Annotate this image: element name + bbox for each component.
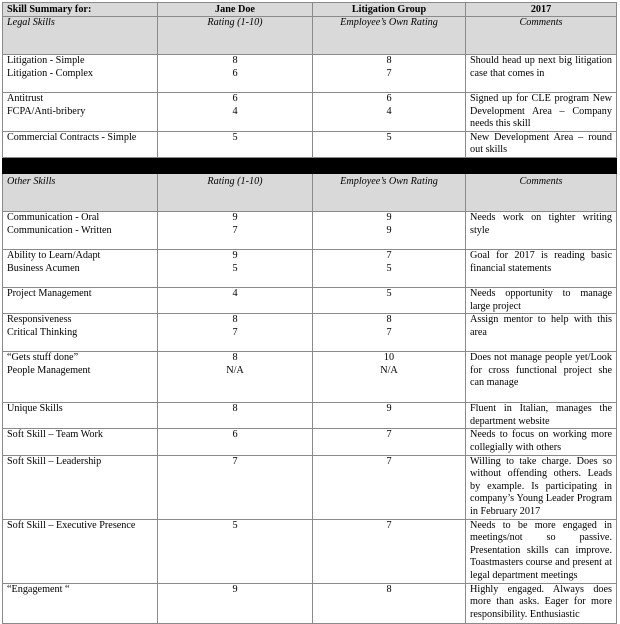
employee-own-rating-value: 9 xyxy=(386,224,392,236)
employee-own-rating xyxy=(313,403,466,429)
comment: Goal for 2017 is reading basic financial statements xyxy=(466,249,617,287)
skill-names-value: “Engagement “ xyxy=(7,583,70,595)
skill-row xyxy=(3,455,617,519)
employee-own-rating-value: 7 xyxy=(386,249,392,261)
employee-own-rating-value: 6 xyxy=(386,93,392,104)
manager-rating-value: 9 xyxy=(232,211,238,223)
manager-rating xyxy=(158,211,313,249)
employee-own-rating-value: 7 xyxy=(386,429,392,441)
employee-own-rating xyxy=(313,93,466,132)
legal-section-title: Legal Skills xyxy=(3,17,158,55)
comment: Fluent in Italian, manages the department website xyxy=(466,403,617,429)
skill-names xyxy=(3,211,158,249)
manager-rating-value: 6 xyxy=(232,93,238,104)
skill-row xyxy=(3,583,617,623)
skill-names-value: Unique Skills xyxy=(7,403,63,415)
employee-name: Jane Doe xyxy=(158,3,313,17)
manager-rating-value: 6 xyxy=(232,429,238,441)
skill-row xyxy=(3,131,617,157)
manager-rating xyxy=(158,352,313,403)
skill-names-value: Communication - Written xyxy=(7,224,112,236)
other-rating-column-header: Rating (1-10) xyxy=(158,173,313,211)
employee-own-rating-value: 9 xyxy=(386,211,392,223)
skill-names-value: People Management xyxy=(7,364,91,376)
skill-names-value: Soft Skill – Executive Presence xyxy=(7,519,136,531)
manager-rating-value: 8 xyxy=(232,352,238,364)
manager-rating-value: 8 xyxy=(232,403,238,415)
employee-own-rating xyxy=(313,352,466,403)
other-comments-column-header: Comments xyxy=(466,173,617,211)
employee-own-rating-value: 4 xyxy=(386,105,392,117)
group-name: Litigation Group xyxy=(313,3,466,17)
manager-rating-value: N/A xyxy=(226,364,244,376)
employee-own-rating xyxy=(313,211,466,249)
skill-names xyxy=(3,352,158,403)
comment: Does not manage people yet/Look for cross functional project she can manage xyxy=(466,352,617,403)
skill-names xyxy=(3,131,158,157)
skill-row xyxy=(3,93,617,132)
employee-own-rating-value: 5 xyxy=(386,287,392,299)
section-divider xyxy=(3,157,617,173)
divider-cell xyxy=(466,157,617,173)
comment: Needs to focus on working more collegially with others xyxy=(466,429,617,455)
skill-names xyxy=(3,249,158,287)
manager-rating-value: 5 xyxy=(232,519,238,531)
employee-own-rating xyxy=(313,131,466,157)
skill-names-value: Litigation - Simple xyxy=(7,55,85,66)
manager-rating-value: 7 xyxy=(232,326,238,338)
skill-row xyxy=(3,249,617,287)
comment: Willing to take charge. Does so without offending others. Leads by example. Is participating in company’s Young Leader Program in February 2017 xyxy=(466,455,617,519)
comment: New Development Area – round out skills xyxy=(466,131,617,157)
skill-names-value: Responsiveness xyxy=(7,314,72,326)
header-row xyxy=(3,3,617,17)
legal-rating-column-header: Rating (1-10) xyxy=(158,17,313,55)
other-section-header xyxy=(3,173,617,211)
manager-rating-value: 9 xyxy=(232,249,238,261)
manager-rating xyxy=(158,93,313,132)
comment: Needs to be more engaged in meetings/not so passive. Presentation skills can improve. Toastmasters course and present at legal department meetings xyxy=(466,519,617,583)
manager-rating-value: 8 xyxy=(232,314,238,326)
skill-row xyxy=(3,287,617,313)
skill-names-value: FCPA/Anti-bribery xyxy=(7,105,86,117)
employee-own-rating xyxy=(313,314,466,352)
skill-row xyxy=(3,314,617,352)
skill-names-value: Critical Thinking xyxy=(7,326,78,338)
employee-own-rating-value: 5 xyxy=(386,262,392,274)
manager-rating xyxy=(158,131,313,157)
employee-own-rating xyxy=(313,455,466,519)
divider-cell xyxy=(158,157,313,173)
skill-summary-label: Skill Summary for: xyxy=(3,3,158,17)
skill-names xyxy=(3,455,158,519)
employee-own-rating-value: 8 xyxy=(386,583,392,595)
skill-names-value: Soft Skill – Leadership xyxy=(7,455,102,467)
skill-names xyxy=(3,287,158,313)
employee-own-rating-value: 10 xyxy=(383,352,395,364)
skill-names xyxy=(3,314,158,352)
skill-names xyxy=(3,93,158,132)
manager-rating xyxy=(158,249,313,287)
skill-row xyxy=(3,55,617,93)
other-own-rating-column-header: Employee’s Own Rating xyxy=(313,173,466,211)
divider-cell xyxy=(3,157,158,173)
manager-rating xyxy=(158,429,313,455)
skill-names-value: Communication - Oral xyxy=(7,211,100,223)
employee-own-rating xyxy=(313,519,466,583)
employee-own-rating xyxy=(313,55,466,93)
employee-own-rating xyxy=(313,429,466,455)
manager-rating xyxy=(158,55,313,93)
manager-rating-value: 9 xyxy=(232,583,238,595)
manager-rating xyxy=(158,583,313,623)
skill-row xyxy=(3,519,617,583)
employee-own-rating-value: 9 xyxy=(386,403,392,415)
skill-names xyxy=(3,403,158,429)
manager-rating xyxy=(158,519,313,583)
manager-rating-value: 5 xyxy=(232,262,238,274)
employee-own-rating xyxy=(313,287,466,313)
manager-rating-value: 7 xyxy=(232,224,238,236)
employee-own-rating-value: 7 xyxy=(386,326,392,338)
manager-rating xyxy=(158,314,313,352)
other-section-title: Other Skills xyxy=(3,173,158,211)
manager-rating xyxy=(158,455,313,519)
skill-names xyxy=(3,519,158,583)
legal-section-header xyxy=(3,17,617,55)
skill-row xyxy=(3,403,617,429)
skill-names-value: Litigation - Complex xyxy=(7,67,94,79)
comment: Signed up for CLE program New Development Area – Company needs this skill xyxy=(466,93,617,132)
divider-cell xyxy=(313,157,466,173)
employee-own-rating-value: 8 xyxy=(386,314,392,326)
comment: Should head up next big litigation case that comes in xyxy=(466,55,617,93)
year-label: 2017 xyxy=(466,3,617,17)
comment: Needs opportunity to manage large project xyxy=(466,287,617,313)
employee-own-rating-value: 7 xyxy=(386,455,392,467)
comment: Assign mentor to help with this area xyxy=(466,314,617,352)
manager-rating-value: 5 xyxy=(232,131,238,143)
employee-own-rating xyxy=(313,249,466,287)
employee-own-rating-value: 8 xyxy=(386,55,392,66)
skill-summary-table xyxy=(2,2,617,624)
manager-rating-value: 7 xyxy=(232,455,238,467)
employee-own-rating-value: 5 xyxy=(386,131,392,143)
manager-rating-value: 4 xyxy=(232,105,238,117)
skill-names-value: Business Acumen xyxy=(7,262,80,274)
manager-rating xyxy=(158,403,313,429)
skill-names xyxy=(3,55,158,93)
skill-row xyxy=(3,429,617,455)
skill-names-value: Commercial Contracts - Simple xyxy=(7,131,137,143)
comment: Highly engaged. Always does more than asks. Eager for more responsibility. Enthusiastic xyxy=(466,583,617,623)
manager-rating xyxy=(158,287,313,313)
employee-own-rating-value: N/A xyxy=(380,364,398,376)
skill-row xyxy=(3,211,617,249)
skill-names xyxy=(3,583,158,623)
skill-names-value: Soft Skill – Team Work xyxy=(7,429,104,441)
skill-names-value: Project Management xyxy=(7,287,92,299)
manager-rating-value: 4 xyxy=(232,287,238,299)
manager-rating-value: 8 xyxy=(232,55,238,66)
skill-row xyxy=(3,352,617,403)
employee-own-rating-value: 7 xyxy=(386,519,392,531)
manager-rating-value: 6 xyxy=(232,67,238,79)
comment: Needs work on tighter writing style xyxy=(466,211,617,249)
legal-comments-column-header: Comments xyxy=(466,17,617,55)
skill-names-value: Antitrust xyxy=(7,93,44,104)
skill-names-value: “Gets stuff done” xyxy=(7,352,79,364)
employee-own-rating xyxy=(313,583,466,623)
employee-own-rating-value: 7 xyxy=(386,67,392,79)
skill-names xyxy=(3,429,158,455)
skill-names-value: Ability to Learn/Adapt xyxy=(7,249,101,261)
legal-own-rating-column-header: Employee’s Own Rating xyxy=(313,17,466,55)
